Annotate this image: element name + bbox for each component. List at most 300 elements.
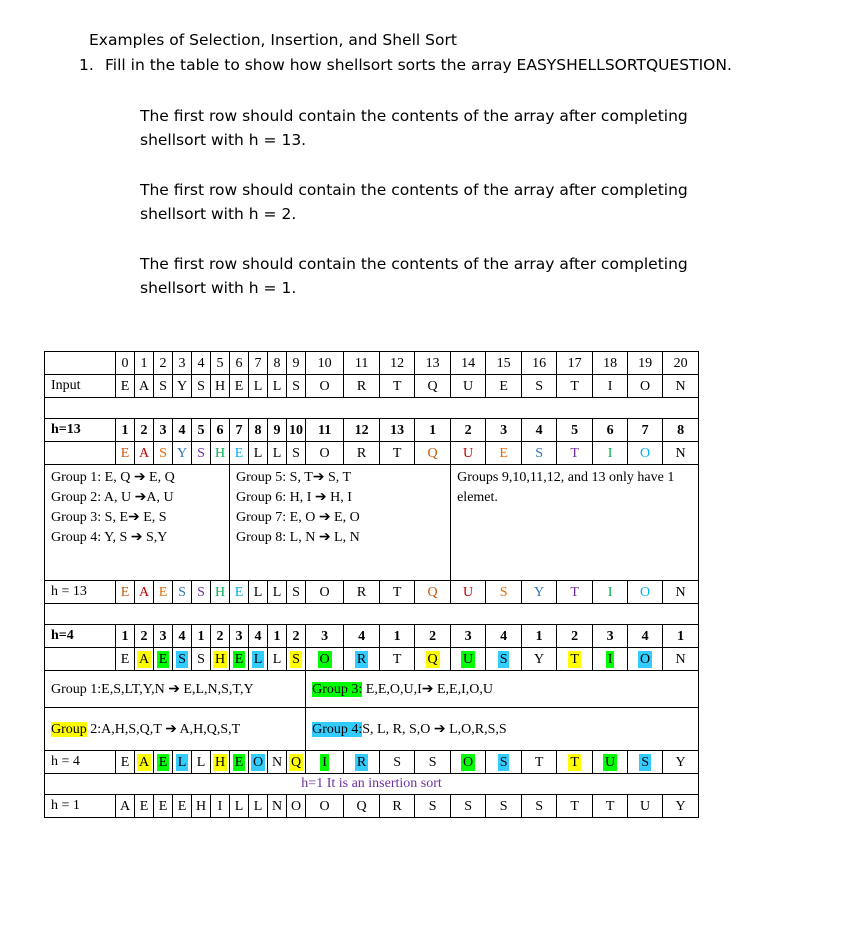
cell-value: H xyxy=(214,378,226,394)
cell-value: U xyxy=(463,445,474,461)
cell-value: H xyxy=(214,445,226,461)
cell-value: S xyxy=(197,378,205,394)
array-cell xyxy=(306,375,344,398)
array-cell xyxy=(344,442,380,465)
cell-value: 1 xyxy=(535,628,543,644)
question-line xyxy=(79,56,732,74)
array-cell xyxy=(593,648,628,671)
array-cell xyxy=(557,581,593,604)
cell-value: E xyxy=(158,798,168,814)
cell-value: E xyxy=(120,378,130,394)
array-cell xyxy=(306,442,344,465)
group-cell xyxy=(486,625,522,648)
cell-value: A xyxy=(138,651,150,667)
group-cell xyxy=(451,625,486,648)
array-cell xyxy=(344,795,380,818)
cell-value: 6 xyxy=(606,422,614,438)
array-cell xyxy=(451,648,486,671)
cell-value: E xyxy=(120,651,130,667)
h13-array-row xyxy=(45,442,699,465)
note-line: Group 5: S, T➔ S, T xyxy=(236,470,352,485)
cell-value: O xyxy=(463,754,474,770)
cell-value: U xyxy=(640,798,651,814)
array-cell xyxy=(249,795,268,818)
array-cell xyxy=(344,581,380,604)
group-cell xyxy=(116,419,135,442)
cell-value: O xyxy=(290,798,302,814)
array-cell xyxy=(154,795,173,818)
index-cell xyxy=(663,352,699,375)
cell-value: E xyxy=(234,651,244,667)
h1-note-row xyxy=(45,774,699,795)
array-cell xyxy=(116,751,135,774)
array-cell xyxy=(268,795,287,818)
group-cell xyxy=(380,625,415,648)
cell-value: S xyxy=(499,651,508,667)
array-cell xyxy=(268,375,287,398)
cell-value: I xyxy=(607,584,613,600)
h4-group1-note: Group 1:E,S,LT,Y,N ➔ E,L,N,S,T,Y xyxy=(45,671,306,708)
array-cell xyxy=(306,581,344,604)
cell-value: 4 xyxy=(535,422,543,438)
group3-text: E,E,O,U,I➔ E,E,I,O,U xyxy=(362,681,493,697)
note-line: Group 2: A, U ➔A, U xyxy=(51,490,174,505)
index-cell xyxy=(173,352,192,375)
array-cell xyxy=(415,795,451,818)
h13-notes-row xyxy=(45,465,699,581)
cell-value: 2 xyxy=(216,628,224,644)
cell-value: E xyxy=(120,445,130,461)
cell-value: 10 xyxy=(317,355,332,371)
cell-value: 5 xyxy=(197,422,205,438)
question-number: 1. xyxy=(79,56,94,74)
cell-value: E xyxy=(177,798,187,814)
cell-value: S xyxy=(641,754,649,770)
cell-value: 4 xyxy=(500,628,508,644)
h1-note: h=1 It is an insertion sort xyxy=(45,774,699,795)
array-cell xyxy=(628,751,663,774)
cell-value: 20 xyxy=(673,355,688,371)
index-cell xyxy=(486,352,522,375)
array-cell xyxy=(230,442,249,465)
cell-value: L xyxy=(177,754,187,770)
cell-value: L xyxy=(272,378,282,394)
cell-value: S xyxy=(292,584,300,600)
cell-value: H xyxy=(214,754,226,770)
cell-value: 8 xyxy=(273,355,281,371)
cell-value: S xyxy=(159,378,167,394)
h4-group4-note xyxy=(306,708,699,751)
array-cell xyxy=(628,442,663,465)
cell-value: 3 xyxy=(159,422,167,438)
index-cell xyxy=(380,352,415,375)
array-cell xyxy=(230,581,249,604)
array-cell xyxy=(192,795,211,818)
cell-value: L xyxy=(196,754,206,770)
array-cell xyxy=(415,442,451,465)
array-cell xyxy=(486,648,522,671)
array-cell xyxy=(230,648,249,671)
cell-value: 14 xyxy=(461,355,476,371)
array-cell xyxy=(380,648,415,671)
array-cell xyxy=(249,648,268,671)
array-cell xyxy=(135,442,154,465)
array-cell xyxy=(192,581,211,604)
array-cell xyxy=(451,795,486,818)
group4-tag: Group 4: xyxy=(312,721,363,737)
array-cell xyxy=(116,795,135,818)
cell-value: L xyxy=(234,798,244,814)
h13-result-row xyxy=(45,581,699,604)
group-cell xyxy=(249,419,268,442)
cell-value: 11 xyxy=(317,422,332,438)
array-cell xyxy=(287,648,306,671)
array-cell xyxy=(173,751,192,774)
array-cell xyxy=(173,375,192,398)
cell-value: U xyxy=(605,754,616,770)
array-cell xyxy=(557,648,593,671)
cell-value: S xyxy=(499,584,508,600)
array-cell xyxy=(486,795,522,818)
group-cell xyxy=(451,419,486,442)
cell-value: O xyxy=(640,584,651,600)
array-cell xyxy=(135,375,154,398)
array-cell xyxy=(522,795,557,818)
array-cell xyxy=(380,442,415,465)
cell-value: A xyxy=(119,798,131,814)
array-cell xyxy=(557,795,593,818)
array-cell xyxy=(380,375,415,398)
group-cell xyxy=(557,419,593,442)
index-row xyxy=(45,352,699,375)
array-cell xyxy=(173,442,192,465)
array-cell xyxy=(116,581,135,604)
array-cell xyxy=(116,442,135,465)
row-label: Input xyxy=(45,375,116,398)
cell-value: 17 xyxy=(567,355,582,371)
cell-value: 13 xyxy=(390,422,405,438)
cell-value: O xyxy=(319,584,330,600)
cell-value: U xyxy=(463,651,474,667)
cell-value: 3 xyxy=(235,628,243,644)
array-cell xyxy=(135,795,154,818)
cell-value: S xyxy=(178,584,186,600)
cell-value: Q xyxy=(427,584,438,600)
row-label: h=4 xyxy=(45,625,116,648)
cell-value: T xyxy=(570,651,579,667)
group-cell xyxy=(593,419,628,442)
array-cell xyxy=(557,375,593,398)
row-label: h = 4 xyxy=(45,751,116,774)
cell-value: N xyxy=(271,798,283,814)
array-cell xyxy=(415,375,451,398)
group-cell xyxy=(522,419,557,442)
cell-value: I xyxy=(607,445,613,461)
cell-value: I xyxy=(607,378,613,394)
cell-value: S xyxy=(535,445,543,461)
cell-value: 12 xyxy=(390,355,405,371)
cell-value: 3 xyxy=(159,628,167,644)
cell-value: L xyxy=(272,584,282,600)
cell-value: T xyxy=(570,754,579,770)
cell-value: 2 xyxy=(140,422,148,438)
h4-array-row xyxy=(45,648,699,671)
shellsort-table xyxy=(44,351,699,818)
h4-group3-note xyxy=(306,671,699,708)
array-cell xyxy=(486,751,522,774)
cell-value: T xyxy=(570,584,579,600)
array-cell xyxy=(116,375,135,398)
h13-group-row xyxy=(45,419,699,442)
cell-value: Q xyxy=(427,445,438,461)
array-cell xyxy=(287,795,306,818)
cell-value: T xyxy=(534,754,544,770)
cell-value: T xyxy=(392,584,402,600)
array-cell xyxy=(306,648,344,671)
corner-cell xyxy=(45,352,116,375)
array-cell xyxy=(211,442,230,465)
array-cell xyxy=(268,442,287,465)
array-cell xyxy=(593,581,628,604)
cell-value: O xyxy=(640,378,651,394)
group-cell xyxy=(192,419,211,442)
h13-notes-mid xyxy=(230,465,451,581)
array-cell xyxy=(230,751,249,774)
index-cell xyxy=(116,352,135,375)
array-cell xyxy=(249,581,268,604)
group-cell xyxy=(135,419,154,442)
cell-value: R xyxy=(356,651,367,667)
cell-value: H xyxy=(195,798,207,814)
array-cell xyxy=(135,751,154,774)
cell-value: Y xyxy=(534,651,545,667)
cell-value: 8 xyxy=(254,422,262,438)
cell-value: E xyxy=(234,754,244,770)
array-cell xyxy=(287,751,306,774)
cell-value: E xyxy=(158,651,168,667)
cell-value: 2 xyxy=(571,628,579,644)
cell-value: Y xyxy=(176,378,188,394)
group-cell xyxy=(192,625,211,648)
h13-notes-left xyxy=(45,465,230,581)
cell-value: N xyxy=(271,754,283,770)
cell-value: S xyxy=(428,754,437,770)
cell-value: 15 xyxy=(496,355,511,371)
array-cell xyxy=(663,442,699,465)
array-cell xyxy=(415,751,451,774)
group-cell xyxy=(211,625,230,648)
array-cell xyxy=(249,751,268,774)
cell-value: L xyxy=(253,798,263,814)
cell-value: Y xyxy=(534,584,545,600)
index-cell xyxy=(249,352,268,375)
index-cell xyxy=(211,352,230,375)
array-cell xyxy=(663,795,699,818)
cell-value: 6 xyxy=(216,422,224,438)
cell-value: A xyxy=(138,378,150,394)
group-cell xyxy=(268,419,287,442)
index-cell xyxy=(154,352,173,375)
array-cell xyxy=(663,581,699,604)
group-cell xyxy=(287,625,306,648)
question-text: Fill in the table to show how shellsort sorts the array EASYSHELLSORTQUESTION. xyxy=(105,56,732,74)
cell-value: 7 xyxy=(641,422,649,438)
array-cell xyxy=(344,375,380,398)
array-cell xyxy=(230,795,249,818)
cell-value: 4 xyxy=(178,422,186,438)
group-cell xyxy=(663,625,699,648)
array-cell xyxy=(522,648,557,671)
h4-notes-row-1 xyxy=(45,671,699,708)
array-cell xyxy=(154,442,173,465)
spacer-row xyxy=(45,604,699,625)
array-cell xyxy=(486,375,522,398)
cell-value: 11 xyxy=(354,355,369,371)
group-cell xyxy=(230,625,249,648)
cell-value: E xyxy=(158,584,168,600)
cell-value: O xyxy=(319,378,330,394)
cell-value: 5 xyxy=(216,355,224,371)
array-cell xyxy=(268,751,287,774)
cell-value: S xyxy=(499,754,508,770)
instruction-h13: The first row should contain the contents of the array after completing shellsort with h = 13. xyxy=(140,107,688,149)
cell-value: R xyxy=(356,754,367,770)
array-cell xyxy=(249,375,268,398)
array-cell xyxy=(451,581,486,604)
cell-value: R xyxy=(392,798,402,814)
h13-notes-right xyxy=(451,465,699,581)
group3-tag: Group 3: xyxy=(312,681,363,697)
array-cell xyxy=(154,751,173,774)
cell-value: S xyxy=(535,798,543,814)
array-cell xyxy=(593,442,628,465)
group-cell xyxy=(557,625,593,648)
cell-value: L xyxy=(253,584,263,600)
array-cell xyxy=(415,648,451,671)
cell-value: L xyxy=(253,445,263,461)
array-cell xyxy=(593,375,628,398)
array-cell xyxy=(116,648,135,671)
cell-value: 3 xyxy=(500,422,508,438)
note-line: Group 4: Y, S ➔ S,Y xyxy=(51,530,168,545)
index-cell xyxy=(415,352,451,375)
cell-value: 10 xyxy=(289,422,304,438)
group-cell xyxy=(344,419,380,442)
array-cell xyxy=(287,581,306,604)
array-cell xyxy=(593,751,628,774)
group-cell xyxy=(306,625,344,648)
index-cell xyxy=(522,352,557,375)
cell-value: O xyxy=(319,651,330,667)
array-cell xyxy=(154,375,173,398)
cell-value: O xyxy=(319,445,330,461)
array-cell xyxy=(557,442,593,465)
cell-value: T xyxy=(570,378,579,394)
instruction-h2: The first row should contain the contents of the array after completing shellsort with h = 2. xyxy=(140,181,688,223)
cell-value: 1 xyxy=(197,628,205,644)
cell-value: I xyxy=(322,754,327,770)
cell-value: N xyxy=(675,584,686,600)
note-line: Group 6: H, I ➔ H, I xyxy=(236,490,352,505)
cell-value: R xyxy=(356,584,367,600)
cell-value: S xyxy=(535,378,543,394)
group-cell xyxy=(628,625,663,648)
cell-value: 1 xyxy=(273,628,281,644)
cell-value: S xyxy=(428,798,437,814)
cell-value: E xyxy=(234,445,244,461)
index-cell xyxy=(628,352,663,375)
array-cell xyxy=(268,648,287,671)
note-line: Group 3: S, E➔ E, S xyxy=(51,510,167,525)
array-cell xyxy=(380,751,415,774)
cell-value: 6 xyxy=(235,355,243,371)
cell-value: T xyxy=(392,378,402,394)
cell-value: S xyxy=(159,445,167,461)
note-line: Group 7: E, O ➔ E, O xyxy=(236,510,360,525)
group-cell xyxy=(380,419,415,442)
array-cell xyxy=(211,375,230,398)
array-cell xyxy=(211,581,230,604)
cell-value: O xyxy=(640,445,651,461)
cell-value: 0 xyxy=(121,355,129,371)
array-cell xyxy=(522,375,557,398)
cell-value: 1 xyxy=(121,422,129,438)
cell-value: I xyxy=(607,651,613,667)
array-cell xyxy=(663,375,699,398)
cell-value: Y xyxy=(176,445,188,461)
array-cell xyxy=(135,648,154,671)
cell-value: 1 xyxy=(429,422,437,438)
group-cell xyxy=(116,625,135,648)
array-cell xyxy=(154,581,173,604)
cell-value: L xyxy=(253,378,263,394)
group4-text: S, L, R, S,O ➔ L,O,R,S,S xyxy=(362,721,507,737)
array-cell xyxy=(522,581,557,604)
array-cell xyxy=(557,751,593,774)
cell-value: S xyxy=(393,754,401,770)
array-cell xyxy=(173,581,192,604)
cell-value: H xyxy=(214,651,226,667)
group-cell xyxy=(154,625,173,648)
group-cell xyxy=(173,625,192,648)
cell-value: S xyxy=(292,378,300,394)
index-cell xyxy=(451,352,486,375)
cell-value: S xyxy=(499,798,508,814)
cell-value: 2 xyxy=(159,355,167,371)
index-cell xyxy=(306,352,344,375)
array-cell xyxy=(522,442,557,465)
index-cell xyxy=(192,352,211,375)
cell-value: O xyxy=(640,651,651,667)
group2-tag: Group xyxy=(51,721,87,737)
cell-value: 3 xyxy=(606,628,614,644)
cell-value: 1 xyxy=(140,355,148,371)
array-cell xyxy=(192,751,211,774)
cell-value: Q xyxy=(356,798,367,814)
group-cell xyxy=(306,419,344,442)
cell-value: T xyxy=(570,798,579,814)
h4-group2-note xyxy=(45,708,306,751)
group-cell xyxy=(415,625,451,648)
cell-value: U xyxy=(463,584,474,600)
cell-value: T xyxy=(392,445,402,461)
cell-value: 3 xyxy=(178,355,186,371)
cell-value: E xyxy=(120,754,130,770)
group-cell xyxy=(344,625,380,648)
cell-value: 8 xyxy=(677,422,685,438)
cell-value: 3 xyxy=(321,628,329,644)
h4-notes-row-2 xyxy=(45,708,699,751)
